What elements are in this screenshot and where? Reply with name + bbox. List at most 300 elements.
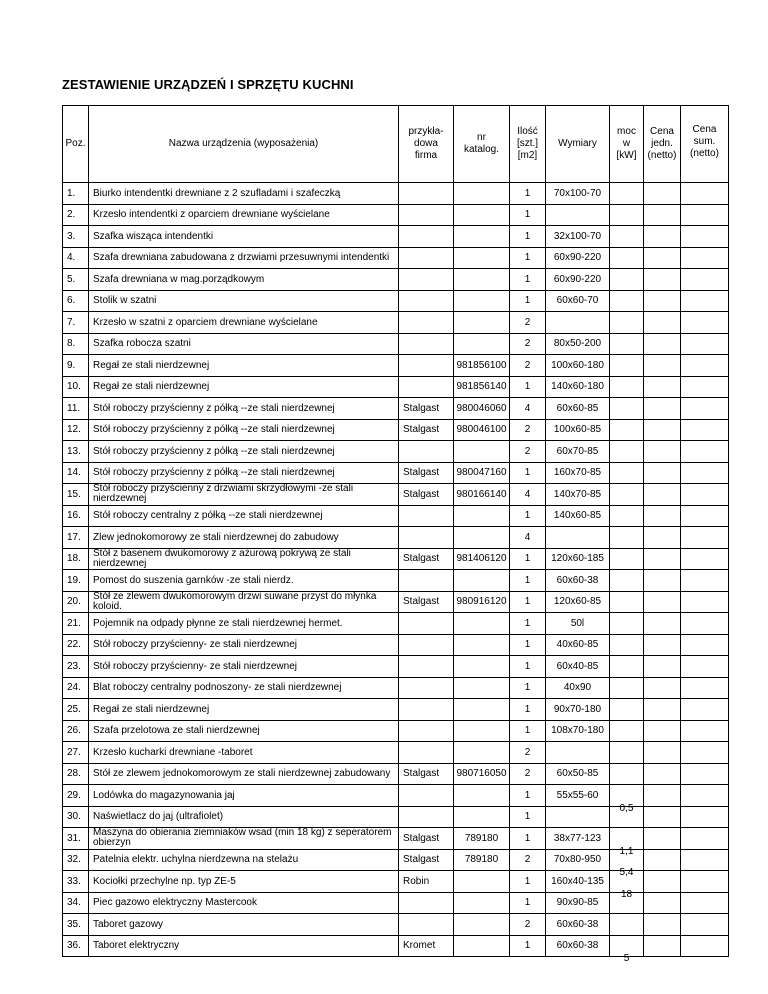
item-power bbox=[610, 828, 644, 857]
item-catalog-number bbox=[454, 785, 510, 807]
item-unit-price bbox=[644, 785, 681, 807]
item-unit-price bbox=[644, 613, 681, 635]
row-number: 12. bbox=[63, 419, 89, 441]
item-unit-price bbox=[644, 914, 681, 936]
document-title: ZESTAWIENIE URZĄDZEŃ I SPRZĘTU KUCHNI bbox=[62, 77, 354, 92]
item-total-price bbox=[681, 806, 729, 828]
item-unit-price bbox=[644, 720, 681, 742]
item-dimensions: 90x90-85 bbox=[546, 892, 610, 914]
item-unit-price bbox=[644, 871, 681, 893]
row-number: 9. bbox=[63, 355, 89, 377]
item-catalog-number bbox=[454, 871, 510, 893]
item-catalog-number bbox=[454, 183, 510, 205]
item-name: Szafka robocza szatni bbox=[89, 333, 399, 355]
item-power bbox=[610, 570, 644, 592]
item-unit-price bbox=[644, 527, 681, 549]
item-quantity: 1 bbox=[510, 699, 546, 721]
item-unit-price bbox=[644, 935, 681, 957]
item-total-price bbox=[681, 849, 729, 871]
item-quantity: 1 bbox=[510, 892, 546, 914]
item-firm bbox=[399, 226, 454, 248]
item-unit-price bbox=[644, 269, 681, 291]
item-power bbox=[610, 376, 644, 398]
item-dimensions bbox=[546, 204, 610, 226]
row-number: 14. bbox=[63, 462, 89, 484]
item-unit-price bbox=[644, 312, 681, 334]
item-catalog-number: 980916120 bbox=[454, 591, 510, 613]
item-firm: Stalgast bbox=[399, 591, 454, 613]
item-power-value: 1,1 bbox=[619, 845, 634, 857]
item-catalog-number: 981856140 bbox=[454, 376, 510, 398]
row-number: 7. bbox=[63, 312, 89, 334]
row-number: 16. bbox=[63, 505, 89, 527]
item-total-price bbox=[681, 312, 729, 334]
item-unit-price bbox=[644, 204, 681, 226]
item-total-price bbox=[681, 441, 729, 463]
item-firm: Stalgast bbox=[399, 419, 454, 441]
item-quantity: 1 bbox=[510, 204, 546, 226]
item-catalog-number bbox=[454, 720, 510, 742]
item-dimensions: 55x55-60 bbox=[546, 785, 610, 807]
item-firm: Stalgast bbox=[399, 398, 454, 420]
item-quantity: 2 bbox=[510, 742, 546, 764]
item-total-price bbox=[681, 226, 729, 248]
item-unit-price bbox=[644, 699, 681, 721]
item-name: Stół roboczy przyścienny- ze stali nierdzewnej bbox=[89, 656, 399, 678]
item-total-price bbox=[681, 355, 729, 377]
item-dimensions: 80x50-200 bbox=[546, 333, 610, 355]
header-catalog: nr katalog. bbox=[454, 106, 510, 183]
table-row bbox=[63, 376, 729, 398]
item-catalog-number bbox=[454, 527, 510, 549]
item-total-price bbox=[681, 204, 729, 226]
item-quantity: 1 bbox=[510, 935, 546, 957]
item-quantity: 1 bbox=[510, 269, 546, 291]
item-unit-price bbox=[644, 226, 681, 248]
item-firm bbox=[399, 204, 454, 226]
item-dimensions: 60x70-85 bbox=[546, 441, 610, 463]
item-quantity: 1 bbox=[510, 720, 546, 742]
item-total-price bbox=[681, 290, 729, 312]
item-firm bbox=[399, 785, 454, 807]
item-quantity: 2 bbox=[510, 333, 546, 355]
row-number: 31. bbox=[63, 828, 89, 850]
item-quantity: 1 bbox=[510, 247, 546, 269]
item-total-price bbox=[681, 183, 729, 205]
item-dimensions: 60x60-38 bbox=[546, 570, 610, 592]
row-number: 4. bbox=[63, 247, 89, 269]
item-name: Stół roboczy przyścienny z półką --ze stali nierdzewnej bbox=[89, 462, 399, 484]
item-quantity: 1 bbox=[510, 871, 546, 893]
item-name: Biurko intendentki drewniane z 2 szufladami i szafeczką bbox=[89, 183, 399, 205]
item-firm bbox=[399, 634, 454, 656]
item-dimensions: 50l bbox=[546, 613, 610, 635]
item-power bbox=[610, 914, 644, 936]
item-name: Stół z basenem dwukomorowy z ażurową pokrywą ze stali nierdzewnej bbox=[89, 548, 399, 570]
table-row bbox=[63, 914, 729, 936]
item-total-price bbox=[681, 419, 729, 441]
item-name: Stół ze zlewem dwukomorowym drzwi suwane przyst do młynka koloid. bbox=[89, 591, 399, 613]
item-unit-price bbox=[644, 634, 681, 656]
item-name: Stół roboczy centralny z półką --ze stali nierdzewnej bbox=[89, 505, 399, 527]
item-total-price bbox=[681, 376, 729, 398]
item-quantity: 1 bbox=[510, 677, 546, 699]
item-power bbox=[610, 613, 644, 635]
item-catalog-number bbox=[454, 312, 510, 334]
item-unit-price bbox=[644, 419, 681, 441]
item-catalog-number: 789180 bbox=[454, 828, 510, 850]
table-row bbox=[63, 398, 729, 420]
item-unit-price bbox=[644, 441, 681, 463]
item-dimensions: 108x70-180 bbox=[546, 720, 610, 742]
row-number: 34. bbox=[63, 892, 89, 914]
item-power bbox=[610, 720, 644, 742]
item-power bbox=[610, 677, 644, 699]
item-quantity: 2 bbox=[510, 849, 546, 871]
item-quantity: 1 bbox=[510, 656, 546, 678]
item-power bbox=[610, 505, 644, 527]
item-firm bbox=[399, 806, 454, 828]
item-name: Krzesło kucharki drewniane -taboret bbox=[89, 742, 399, 764]
table-row bbox=[63, 204, 729, 226]
item-dimensions bbox=[546, 527, 610, 549]
item-unit-price bbox=[644, 505, 681, 527]
item-power bbox=[610, 312, 644, 334]
row-number: 21. bbox=[63, 613, 89, 635]
item-catalog-number bbox=[454, 656, 510, 678]
item-dimensions: 160x40-135 bbox=[546, 871, 610, 893]
row-number: 3. bbox=[63, 226, 89, 248]
row-number: 11. bbox=[63, 398, 89, 420]
item-name: Szafa drewniana zabudowana z drzwiami przesuwnymi intendentki bbox=[89, 247, 399, 269]
item-power bbox=[610, 226, 644, 248]
item-firm bbox=[399, 441, 454, 463]
item-firm bbox=[399, 290, 454, 312]
table-row bbox=[63, 419, 729, 441]
item-firm: Stalgast bbox=[399, 849, 454, 871]
row-number: 10. bbox=[63, 376, 89, 398]
item-name: Piec gazowo elektryczny Mastercook bbox=[89, 892, 399, 914]
row-number: 26. bbox=[63, 720, 89, 742]
item-name: Lodówka do magazynowania jaj bbox=[89, 785, 399, 807]
item-name: Stół roboczy przyścienny- ze stali nierdzewnej bbox=[89, 634, 399, 656]
item-total-price bbox=[681, 527, 729, 549]
item-total-price bbox=[681, 484, 729, 506]
item-quantity: 1 bbox=[510, 828, 546, 850]
item-power bbox=[610, 247, 644, 269]
table-row bbox=[63, 742, 729, 764]
item-total-price bbox=[681, 656, 729, 678]
header-power: moc w [kW] bbox=[610, 106, 644, 183]
item-power bbox=[610, 935, 644, 964]
item-power bbox=[610, 419, 644, 441]
item-catalog-number bbox=[454, 914, 510, 936]
row-number: 18. bbox=[63, 548, 89, 570]
item-unit-price bbox=[644, 742, 681, 764]
item-catalog-number bbox=[454, 505, 510, 527]
item-firm: Stalgast bbox=[399, 462, 454, 484]
item-firm bbox=[399, 677, 454, 699]
item-catalog-number bbox=[454, 613, 510, 635]
item-unit-price bbox=[644, 656, 681, 678]
item-firm bbox=[399, 656, 454, 678]
item-quantity: 4 bbox=[510, 527, 546, 549]
item-total-price bbox=[681, 548, 729, 570]
item-catalog-number bbox=[454, 269, 510, 291]
table-row bbox=[63, 699, 729, 721]
item-unit-price bbox=[644, 376, 681, 398]
item-power-value: 5 bbox=[623, 953, 630, 964]
item-unit-price bbox=[644, 247, 681, 269]
item-power bbox=[610, 183, 644, 205]
item-name: Naświetlacz do jaj (ultrafiolet) bbox=[89, 806, 399, 828]
item-catalog-number bbox=[454, 570, 510, 592]
row-number: 5. bbox=[63, 269, 89, 291]
item-unit-price bbox=[644, 677, 681, 699]
table-row bbox=[63, 656, 729, 678]
row-number: 35. bbox=[63, 914, 89, 936]
row-number: 6. bbox=[63, 290, 89, 312]
item-catalog-number bbox=[454, 935, 510, 957]
item-name: Pojemnik na odpady płynne ze stali nierdzewnej hermet. bbox=[89, 613, 399, 635]
item-firm bbox=[399, 355, 454, 377]
item-unit-price bbox=[644, 183, 681, 205]
row-number: 2. bbox=[63, 204, 89, 226]
item-total-price bbox=[681, 247, 729, 269]
row-number: 29. bbox=[63, 785, 89, 807]
item-firm: Stalgast bbox=[399, 828, 454, 850]
item-unit-price bbox=[644, 333, 681, 355]
item-power bbox=[610, 484, 644, 506]
item-total-price bbox=[681, 634, 729, 656]
equipment-table bbox=[62, 105, 729, 964]
item-total-price bbox=[681, 333, 729, 355]
item-firm bbox=[399, 892, 454, 914]
item-dimensions: 140x60-85 bbox=[546, 505, 610, 527]
item-unit-price bbox=[644, 892, 681, 914]
item-dimensions: 70x100-70 bbox=[546, 183, 610, 205]
item-firm bbox=[399, 183, 454, 205]
item-quantity: 1 bbox=[510, 290, 546, 312]
item-unit-price bbox=[644, 828, 681, 850]
item-power bbox=[610, 656, 644, 678]
table-row bbox=[63, 763, 729, 785]
item-dimensions: 160x70-85 bbox=[546, 462, 610, 484]
item-unit-price bbox=[644, 591, 681, 613]
item-catalog-number bbox=[454, 333, 510, 355]
item-unit-price bbox=[644, 548, 681, 570]
header-qty: Ilość [szt.] [m2] bbox=[510, 106, 546, 183]
item-name: Stolik w szatni bbox=[89, 290, 399, 312]
item-name: Szafa przelotowa ze stali nierdzewnej bbox=[89, 720, 399, 742]
item-dimensions: 60x90-220 bbox=[546, 247, 610, 269]
item-firm bbox=[399, 312, 454, 334]
item-quantity: 1 bbox=[510, 505, 546, 527]
item-name: Taboret elektryczny bbox=[89, 935, 399, 957]
header-firm: przykła- dowa firma bbox=[399, 106, 454, 183]
item-power bbox=[610, 634, 644, 656]
table-row bbox=[63, 484, 729, 506]
header-unit-price: Cena jedn. (netto) bbox=[644, 106, 681, 183]
item-name: Patelnia elektr. uchylna nierdzewna na stelażu bbox=[89, 849, 399, 871]
item-total-price bbox=[681, 763, 729, 785]
item-firm bbox=[399, 699, 454, 721]
table-row bbox=[63, 505, 729, 527]
item-quantity: 1 bbox=[510, 462, 546, 484]
table-row bbox=[63, 634, 729, 656]
header-poz: Poz. bbox=[63, 106, 89, 183]
item-dimensions: 32x100-70 bbox=[546, 226, 610, 248]
item-catalog-number: 980046060 bbox=[454, 398, 510, 420]
header-name: Nazwa urządzenia (wyposażenia) bbox=[89, 106, 399, 183]
item-total-price bbox=[681, 914, 729, 936]
item-total-price bbox=[681, 570, 729, 592]
item-total-price bbox=[681, 677, 729, 699]
item-firm: Stalgast bbox=[399, 548, 454, 570]
item-catalog-number: 980046100 bbox=[454, 419, 510, 441]
item-quantity: 1 bbox=[510, 183, 546, 205]
row-number: 17. bbox=[63, 527, 89, 549]
table-row bbox=[63, 312, 729, 334]
item-firm: Robin bbox=[399, 871, 454, 893]
table-row bbox=[63, 333, 729, 355]
item-name: Pomost do suszenia garnków -ze stali nierdz. bbox=[89, 570, 399, 592]
item-firm bbox=[399, 269, 454, 291]
row-number: 13. bbox=[63, 441, 89, 463]
row-number: 23. bbox=[63, 656, 89, 678]
item-power bbox=[610, 548, 644, 570]
table-row bbox=[63, 269, 729, 291]
item-name: Krzesło intendentki z oparciem drewniane wyścielane bbox=[89, 204, 399, 226]
item-name: Zlew jednokomorowy ze stali nierdzewnej do zabudowy bbox=[89, 527, 399, 549]
item-power bbox=[610, 398, 644, 420]
item-quantity: 1 bbox=[510, 376, 546, 398]
item-total-price bbox=[681, 613, 729, 635]
item-name: Stół roboczy przyścienny z półką --ze stali nierdzewnej bbox=[89, 398, 399, 420]
item-total-price bbox=[681, 892, 729, 914]
item-dimensions: 140x60-180 bbox=[546, 376, 610, 398]
item-name: Maszyna do obierania ziemniaków wsad (min 18 kg) z seperatorem obierzyn bbox=[89, 828, 399, 850]
item-power bbox=[610, 290, 644, 312]
table-row bbox=[63, 226, 729, 248]
item-catalog-number bbox=[454, 677, 510, 699]
table-row bbox=[63, 548, 729, 570]
item-firm: Stalgast bbox=[399, 484, 454, 506]
row-number: 30. bbox=[63, 806, 89, 828]
item-catalog-number bbox=[454, 226, 510, 248]
item-power bbox=[610, 699, 644, 721]
item-dimensions: 120x60-185 bbox=[546, 548, 610, 570]
item-power bbox=[610, 763, 644, 785]
item-dimensions: 140x70-85 bbox=[546, 484, 610, 506]
item-dimensions bbox=[546, 806, 610, 828]
item-dimensions: 40x90 bbox=[546, 677, 610, 699]
row-number: 32. bbox=[63, 849, 89, 871]
item-dimensions: 90x70-180 bbox=[546, 699, 610, 721]
row-number: 28. bbox=[63, 763, 89, 785]
item-name: Regał ze stali nierdzewnej bbox=[89, 376, 399, 398]
item-power bbox=[610, 441, 644, 463]
row-number: 27. bbox=[63, 742, 89, 764]
row-number: 15. bbox=[63, 484, 89, 506]
item-dimensions: 70x80-950 bbox=[546, 849, 610, 871]
item-name: Regał ze stali nierdzewnej bbox=[89, 355, 399, 377]
item-dimensions: 60x90-220 bbox=[546, 269, 610, 291]
table-row bbox=[63, 441, 729, 463]
row-number: 8. bbox=[63, 333, 89, 355]
item-firm bbox=[399, 613, 454, 635]
row-number: 22. bbox=[63, 634, 89, 656]
row-number: 20. bbox=[63, 591, 89, 613]
item-name: Szafa drewniana w mag.porządkowym bbox=[89, 269, 399, 291]
item-firm bbox=[399, 333, 454, 355]
item-dimensions: 100x60-180 bbox=[546, 355, 610, 377]
item-power bbox=[610, 591, 644, 613]
table-row bbox=[63, 462, 729, 484]
item-dimensions: 38x77-123 bbox=[546, 828, 610, 850]
item-firm bbox=[399, 505, 454, 527]
item-dimensions: 60x60-38 bbox=[546, 914, 610, 936]
item-firm bbox=[399, 247, 454, 269]
item-power-value: 5,4 bbox=[619, 867, 634, 878]
item-catalog-number: 980166140 bbox=[454, 484, 510, 506]
table-row bbox=[63, 570, 729, 592]
item-name: Taboret gazowy bbox=[89, 914, 399, 936]
item-catalog-number bbox=[454, 634, 510, 656]
item-total-price bbox=[681, 742, 729, 764]
table-row bbox=[63, 677, 729, 699]
item-total-price bbox=[681, 785, 729, 807]
item-power bbox=[610, 742, 644, 764]
item-firm: Kromet bbox=[399, 935, 454, 957]
item-unit-price bbox=[644, 570, 681, 592]
item-name: Blat roboczy centralny podnoszony- ze stali nierdzewnej bbox=[89, 677, 399, 699]
row-number: 24. bbox=[63, 677, 89, 699]
item-quantity: 1 bbox=[510, 548, 546, 570]
item-name: Stół ze zlewem jednokomorowym ze stali nierdzewnej zabudowany bbox=[89, 763, 399, 785]
item-quantity: 1 bbox=[510, 806, 546, 828]
table-row bbox=[63, 247, 729, 269]
item-total-price bbox=[681, 699, 729, 721]
item-quantity: 1 bbox=[510, 785, 546, 807]
item-name: Kociołki przechylne np. typ ZE-5 bbox=[89, 871, 399, 893]
item-quantity: 4 bbox=[510, 398, 546, 420]
item-firm bbox=[399, 570, 454, 592]
item-dimensions: 60x60-38 bbox=[546, 935, 610, 957]
item-dimensions: 60x50-85 bbox=[546, 763, 610, 785]
item-name: Stół roboczy przyścienny z półką --ze stali nierdzewnej bbox=[89, 441, 399, 463]
item-dimensions: 100x60-85 bbox=[546, 419, 610, 441]
header-total-price: Cena sum. (netto) bbox=[681, 106, 729, 183]
item-catalog-number: 789180 bbox=[454, 849, 510, 871]
item-name: Stół roboczy przyścienny z drzwiami skrzydłowymi -ze stali nierdzewnej bbox=[89, 484, 399, 506]
item-dimensions: 60x60-85 bbox=[546, 398, 610, 420]
item-quantity: 1 bbox=[510, 613, 546, 635]
item-catalog-number: 981406120 bbox=[454, 548, 510, 570]
item-unit-price bbox=[644, 355, 681, 377]
item-quantity: 1 bbox=[510, 226, 546, 248]
item-quantity: 2 bbox=[510, 914, 546, 936]
item-power bbox=[610, 785, 644, 814]
item-power bbox=[610, 204, 644, 226]
item-quantity: 2 bbox=[510, 312, 546, 334]
item-catalog-number bbox=[454, 290, 510, 312]
item-name: Krzesło w szatni z oparciem drewniane wyścielane bbox=[89, 312, 399, 334]
item-quantity: 1 bbox=[510, 570, 546, 592]
item-catalog-number bbox=[454, 441, 510, 463]
item-firm bbox=[399, 720, 454, 742]
table-row bbox=[63, 527, 729, 549]
